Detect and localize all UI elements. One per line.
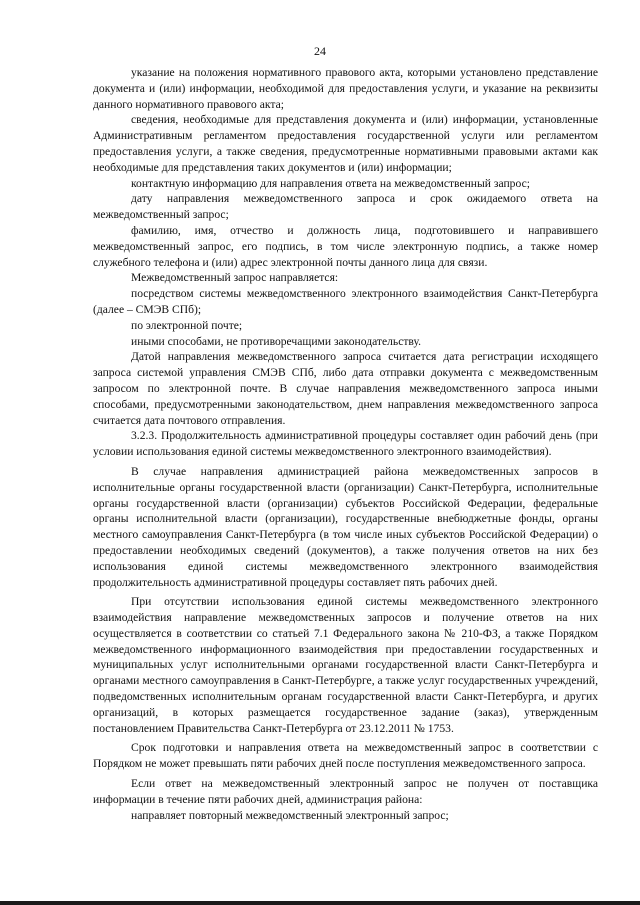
paragraph: указание на положения нормативного правового акта, которыми установлено представление документа и (или) информации, необходимой для предоставления услуги, и указание на реквизиты данного нормативного правового акта; <box>93 66 598 111</box>
paragraph: контактную информацию для направления ответа на межведомственный запрос; <box>131 176 530 190</box>
paragraph: сведения, необходимые для представления документа и (или) информации, установленные Административным регламентом предоставления государственной услуги или регламентом предоставления услуги, а также сведения, предусмотренные нормативными правовыми актами как необходимые для представления таких документов и (или) информации; <box>93 113 598 174</box>
paragraph: фамилию, имя, отчество и должность лица, подготовившего и направившего межведомственный запрос, его подпись, в том числе электронную подпись, а также номер служебного телефона и (или) адрес электронной почты данного лица для связи. <box>93 223 598 269</box>
paragraph: Датой направления межведомственного запроса считается дата регистрации исходящего запроса системой управления СМЭВ СПб, либо дата отправки документа с межведомственным запросом по электронной почте. В случае направления межведомственного запроса иными способами, предусмотренными законодательством, днем направления межведомственного запроса считается дата почтового отправления. <box>93 350 598 427</box>
document-body <box>93 65 598 823</box>
paragraph: иными способами, не противоречащими законодательству. <box>131 334 422 348</box>
paragraph: В случае направления администрацией района межведомственных запросов в исполнительные органы государственной власти (организации) Санкт-Петербурга, исполнительные органы государственной власти (организации) субъектов Российской Федерации, федеральные органы исполнительной власти (организации), государственные внебюджетные фонды, органы местного самоуправления Санкт-Петербурга (в том числе иных субъектов Российской Федерации) о предоставлении необходимых сведений (документов), а также получения ответов на них без использования единой системы межведомственного электронного взаимодействия продолжительность административной процедуры составляет пять рабочих дней. <box>93 464 598 589</box>
page-number: 24 <box>314 44 326 58</box>
paragraph: посредством системы межведомственного электронного взаимодействия Санкт-Петербурга (далее – СМЭВ СПб); <box>93 287 598 316</box>
scan-bottom-edge <box>0 901 640 905</box>
paragraph: направляет повторный межведомственный электронный запрос; <box>131 808 449 822</box>
paragraph: Межведомственный запрос направляется: <box>131 271 339 285</box>
paragraph: При отсутствии использования единой системы межведомственного электронного взаимодействия направление межведомственных запросов и получение ответов на них осуществляется в соответствии со статьей 7.1 Федерального закона № 210-ФЗ, а также Порядком межведомственного информационного взаимодействия при предоставлении государственных и муниципальных услуг исполнительными органами государственной власти Санкт-Петербурга и органами местного самоуправления в Санкт-Петербурге, а также услуг государственных учреждений, подведомственных исполнительным органам государственной власти Санкт-Петербурга, и других организаций, в которых размещается государственное задание (заказ), утвержденным постановлением Правительства Санкт-Петербурга от 23.12.2011 № 1753. <box>93 595 598 735</box>
paragraph: 3.2.3. Продолжительность административной процедуры составляет один рабочий день (при условии использования единой системы межведомственного электронного взаимодействия). <box>93 429 598 459</box>
paragraph: дату направления межведомственного запроса и срок ожидаемого ответа на межведомственный запрос; <box>93 192 598 222</box>
paragraph: Если ответ на межведомственный электронный запрос не получен от поставщика информации в течение пяти рабочих дней, администрация района: <box>93 777 598 806</box>
paragraph: по электронной почте; <box>131 318 243 332</box>
paragraph: Срок подготовки и направления ответа на межведомственный запрос в соответствии с Порядком не может превышать пяти рабочих дней после поступления межведомственного запроса. <box>93 741 598 771</box>
